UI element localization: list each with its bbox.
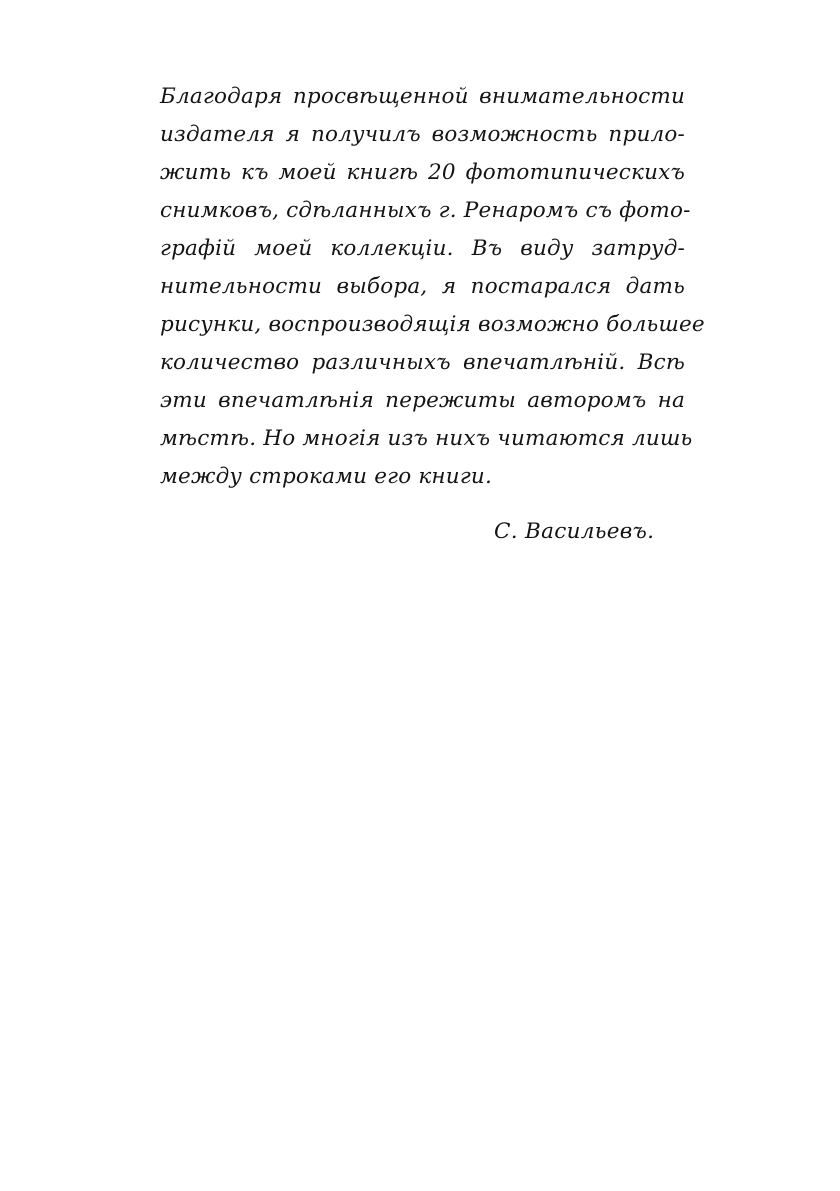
text-line: Благодаря просвѣщенной внимательности bbox=[160, 84, 685, 109]
text-line: жить къ моей книгѣ 20 фототипическихъ bbox=[160, 160, 685, 185]
preface-paragraph bbox=[160, 78, 705, 496]
text-line-last: между строками его книги. bbox=[160, 464, 492, 489]
text-line: графій моей коллекціи. Въ виду затруд- bbox=[160, 236, 685, 261]
author-signature: С. Васильевъ. bbox=[494, 519, 655, 544]
text-line: нительности выбора, я постарался дать bbox=[160, 274, 685, 299]
text-line: рисунки, воспроизводящія возможно большее bbox=[160, 312, 705, 337]
text-line: эти впечатлѣнія пережиты авторомъ на bbox=[160, 388, 685, 413]
text-line: снимковъ, сдѣланныхъ г. Ренаромъ съ фото- bbox=[160, 198, 691, 223]
text-line: мѣстѣ. Но многія изъ нихъ читаются лишь bbox=[160, 426, 693, 451]
text-line: количество различныхъ впечатлѣній. Всѣ bbox=[160, 350, 685, 375]
text-line: издателя я получилъ возможность прило- bbox=[160, 122, 685, 147]
